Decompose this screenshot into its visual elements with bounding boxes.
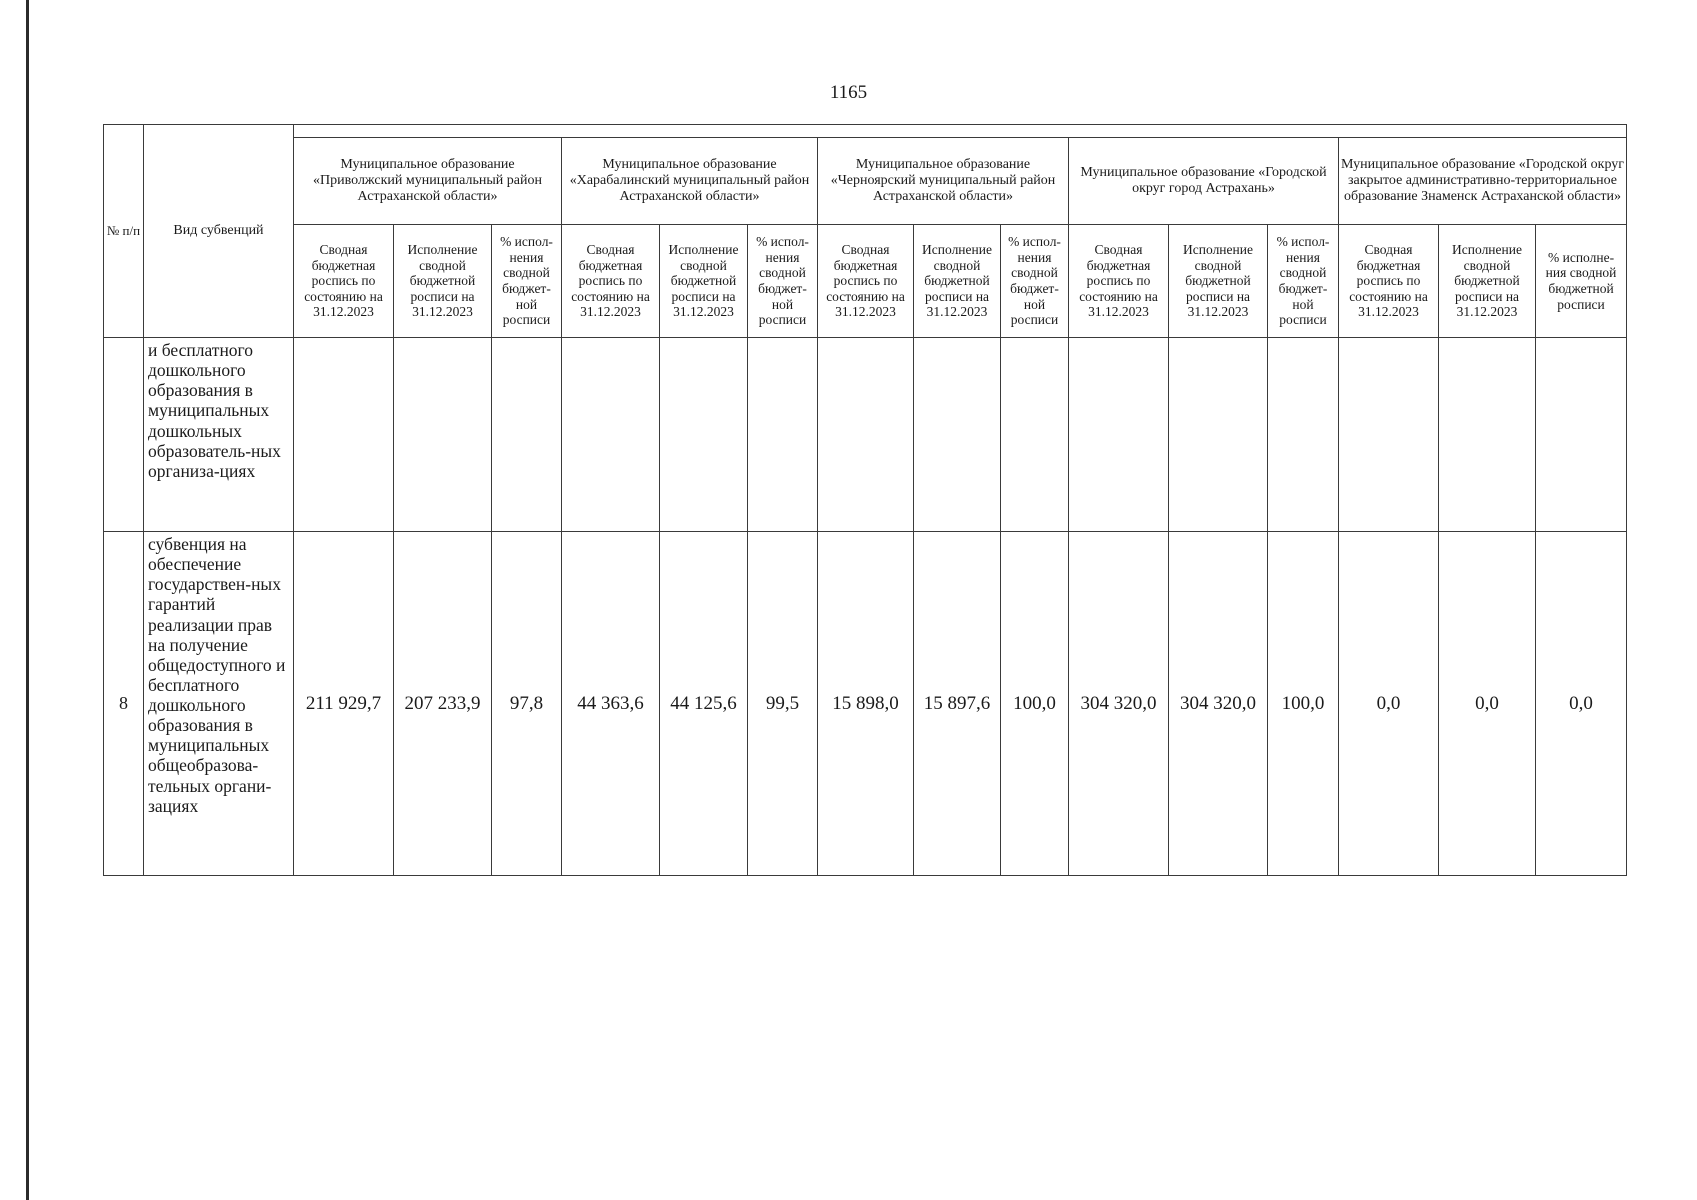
row-number: 8: [104, 532, 144, 876]
value-cell: 100,0: [1268, 532, 1339, 876]
value-cell: 304 320,0: [1169, 532, 1268, 876]
table-row: [104, 532, 1627, 876]
row-number: [104, 338, 144, 532]
header-no: № п/п: [104, 125, 144, 338]
value-cell: [492, 338, 562, 532]
header-top-strip: [294, 125, 1627, 138]
header-execution-percent: % испол-нения сводной бюджет-ной росписи: [1268, 225, 1339, 338]
header-budget-execution: Исполнение сводной бюджетной росписи на 31.12.2023: [1169, 225, 1268, 338]
value-cell: [1169, 338, 1268, 532]
header-budget-plan: Сводная бюджетная роспись по состоянию на 31.12.2023: [562, 225, 660, 338]
subvention-type: субвенция на обеспечение государствен-ных гарантий реализации прав на получение общедоступного и бесплатного дошкольного образования в муниципальных общеобразова-тельных органи-зациях: [144, 532, 294, 876]
value-cell: 99,5: [748, 532, 818, 876]
header-budget-plan: Сводная бюджетная роспись по состоянию на 31.12.2023: [818, 225, 914, 338]
value-cell: [914, 338, 1001, 532]
value-cell: 97,8: [492, 532, 562, 876]
scan-edge-line: [26, 0, 29, 1200]
header-budget-plan: Сводная бюджетная роспись по состоянию на 31.12.2023: [294, 225, 394, 338]
header-execution-percent: % исполне-ния сводной бюджетной росписи: [1536, 225, 1627, 338]
header-municipality: Муниципальное образование «Приволжский муниципальный район Астраханской области»: [294, 138, 562, 225]
value-cell: 44 125,6: [660, 532, 748, 876]
subvention-type: и бесплатного дошкольного образования в муниципальных дошкольных образователь-ных организа-циях: [144, 338, 294, 532]
header-execution-percent: % испол-нения сводной бюджет-ной росписи: [748, 225, 818, 338]
header-municipality: Муниципальное образование «Городской округ город Астрахань»: [1069, 138, 1339, 225]
header-budget-execution: Исполнение сводной бюджетной росписи на 31.12.2023: [660, 225, 748, 338]
value-cell: 15 897,6: [914, 532, 1001, 876]
subvention-table: [103, 124, 1627, 876]
header-row-municipalities: [104, 138, 1627, 225]
value-cell: [294, 338, 394, 532]
header-municipality: Муниципальное образование «Черноярский муниципальный район Астраханской области»: [818, 138, 1069, 225]
value-cell: [1001, 338, 1069, 532]
value-cell: 207 233,9: [394, 532, 492, 876]
header-execution-percent: % испол-нения сводной бюджет-ной росписи: [492, 225, 562, 338]
header-municipality: Муниципальное образование «Харабалинский муниципальный район Астраханской области»: [562, 138, 818, 225]
header-type: Вид субвенций: [144, 125, 294, 338]
header-row-top: [104, 125, 1627, 138]
value-cell: [818, 338, 914, 532]
value-cell: [1069, 338, 1169, 532]
table-row: [104, 338, 1627, 532]
header-municipality: Муниципальное образование «Городской округ закрытое административно-территориальное образование Знаменск Астраханской области»: [1339, 138, 1627, 225]
value-cell: [1439, 338, 1536, 532]
page-number: 1165: [829, 82, 868, 103]
value-cell: 44 363,6: [562, 532, 660, 876]
value-cell: 0,0: [1339, 532, 1439, 876]
header-execution-percent: % испол-нения сводной бюджет-ной росписи: [1001, 225, 1069, 338]
value-cell: [562, 338, 660, 532]
value-cell: [1268, 338, 1339, 532]
value-cell: 15 898,0: [818, 532, 914, 876]
value-cell: 304 320,0: [1069, 532, 1169, 876]
value-cell: 100,0: [1001, 532, 1069, 876]
header-budget-plan: Сводная бюджетная роспись по состоянию на 31.12.2023: [1069, 225, 1169, 338]
value-cell: 0,0: [1439, 532, 1536, 876]
value-cell: 211 929,7: [294, 532, 394, 876]
value-cell: [1339, 338, 1439, 532]
value-cell: [394, 338, 492, 532]
header-row-subcolumns: [104, 225, 1627, 338]
header-budget-execution: Исполнение сводной бюджетной росписи на 31.12.2023: [1439, 225, 1536, 338]
value-cell: [748, 338, 818, 532]
value-cell: 0,0: [1536, 532, 1627, 876]
value-cell: [660, 338, 748, 532]
value-cell: [1536, 338, 1627, 532]
header-budget-plan: Сводная бюджетная роспись по состоянию на 31.12.2023: [1339, 225, 1439, 338]
header-budget-execution: Исполнение сводной бюджетной росписи на 31.12.2023: [394, 225, 492, 338]
header-budget-execution: Исполнение сводной бюджетной росписи на 31.12.2023: [914, 225, 1001, 338]
